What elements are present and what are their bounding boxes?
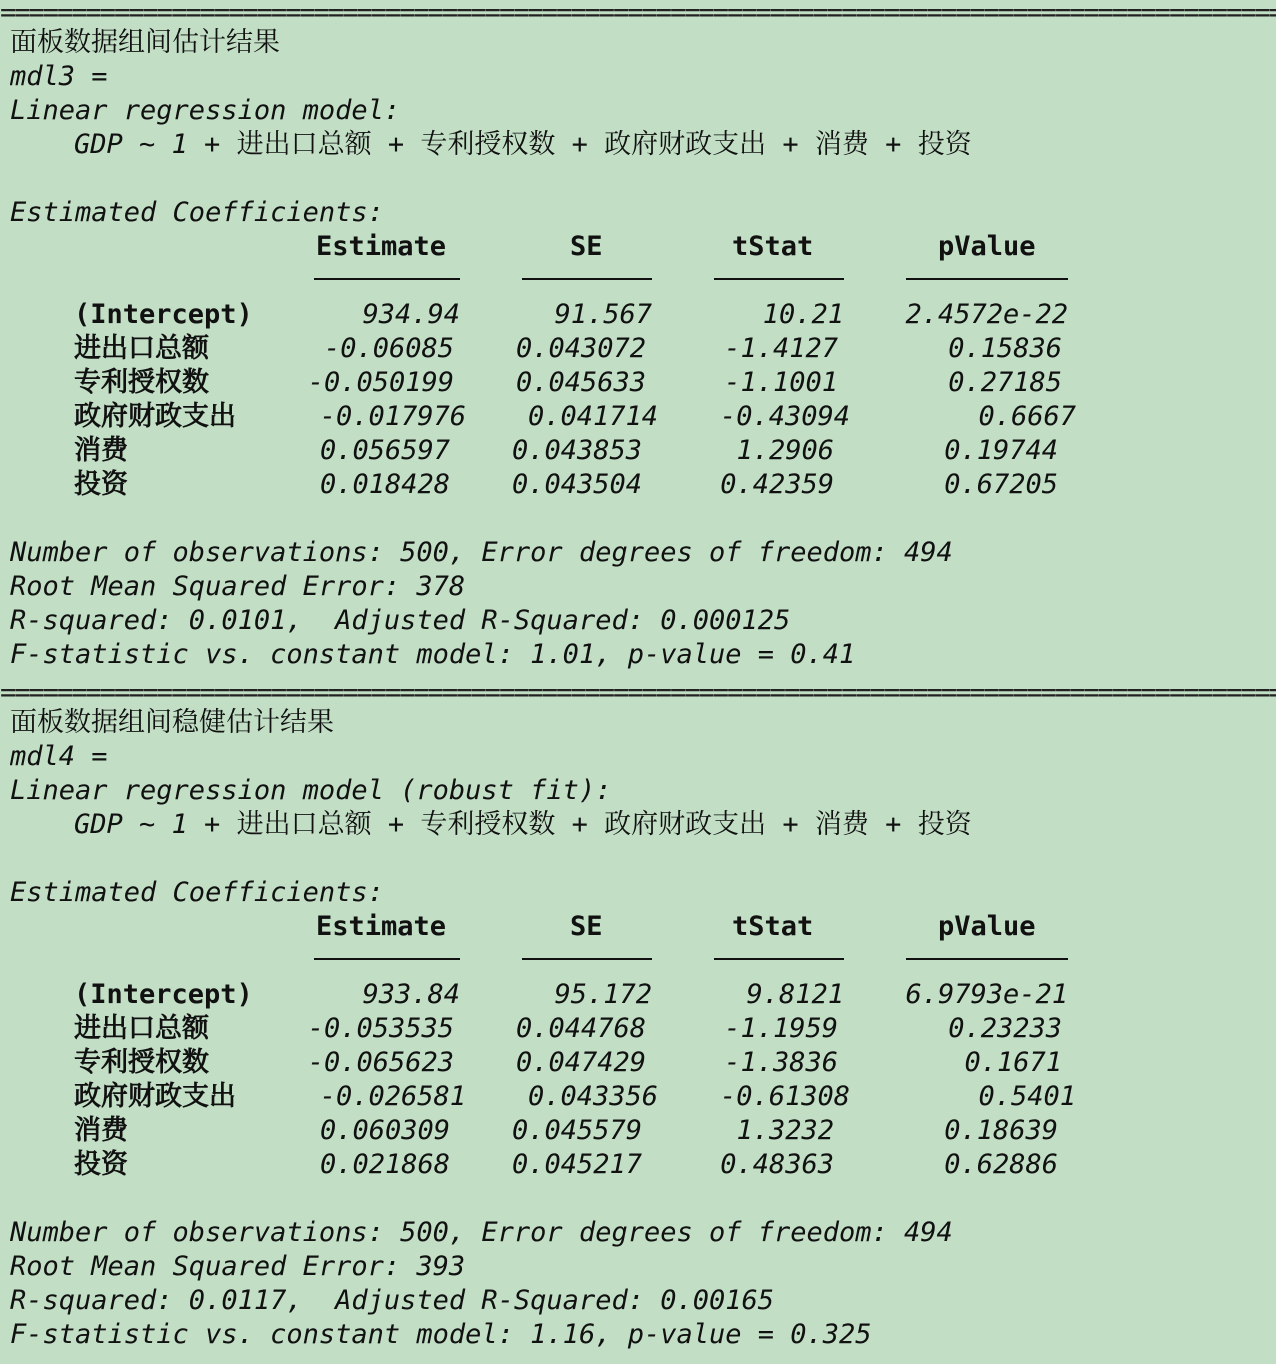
cell-estimate: -0.065623 [307, 1047, 454, 1078]
cell-pvalue: 0.62886 [944, 1149, 1058, 1180]
cell-se: 0.045633 [515, 367, 646, 398]
table-row [0, 978, 1276, 1012]
formula-term: 政府财政支出 [604, 809, 767, 840]
formula-operator: + [766, 129, 815, 160]
table-row [0, 468, 1276, 502]
column-header-tstat: tStat [732, 231, 814, 262]
formula-lhs: GDP ~ 1 [74, 129, 188, 160]
column-header-se: SE [570, 911, 603, 942]
header-underline [522, 254, 652, 280]
section-title: 面板数据组间估计结果 [10, 27, 280, 58]
cell-tstat: 10.21 [762, 299, 844, 330]
cell-tstat: -1.1001 [724, 367, 838, 398]
header-underline [314, 254, 460, 280]
table-row [0, 1046, 1276, 1080]
row-name: 专利授权数 [74, 367, 209, 398]
header-underline [906, 254, 1068, 280]
cell-se: 0.043504 [511, 469, 642, 500]
coefficients-heading: Estimated Coefficients: [10, 197, 384, 228]
column-header-pvalue: pValue [938, 231, 1036, 262]
table-row [0, 1012, 1276, 1046]
cell-se: 0.045579 [511, 1115, 642, 1146]
model-formula [74, 128, 1276, 162]
formula-term: 政府财政支出 [604, 129, 767, 160]
cell-pvalue: 0.6667 [978, 401, 1076, 432]
cell-estimate: 933.84 [362, 979, 460, 1010]
cell-estimate: -0.06085 [323, 333, 454, 364]
summary-statistic: R-squared: 0.0117, Adjusted R-Squared: 0.00165 [10, 1285, 775, 1316]
header-underline [906, 934, 1068, 960]
column-header-estimate: Estimate [316, 231, 447, 262]
table-row [0, 366, 1276, 400]
cell-estimate: -0.026581 [319, 1081, 466, 1112]
coefficients-header-rules [0, 934, 1276, 968]
cell-pvalue: 6.9793e-21 [905, 979, 1068, 1010]
model-description: Linear regression model (robust fit): [10, 775, 612, 806]
column-header-estimate: Estimate [316, 911, 447, 942]
header-underline [714, 934, 844, 960]
cell-tstat: -1.4127 [724, 333, 838, 364]
summary-statistic: R-squared: 0.0101, Adjusted R-Squared: 0.000125 [10, 605, 791, 636]
table-row [0, 1080, 1276, 1114]
cell-se: 0.043853 [511, 435, 642, 466]
cell-se: 91.567 [554, 299, 652, 330]
column-header-tstat: tStat [732, 911, 814, 942]
header-underline [522, 934, 652, 960]
formula-term: 投资 [917, 129, 972, 160]
row-name: 政府财政支出 [74, 1081, 236, 1112]
cell-pvalue: 0.5401 [978, 1081, 1076, 1112]
coefficients-header-rules [0, 254, 1276, 288]
cell-pvalue: 0.18639 [944, 1115, 1058, 1146]
header-underline [714, 254, 844, 280]
cell-tstat: 0.42359 [720, 469, 834, 500]
formula-operator: + [371, 809, 421, 840]
summary-statistic: Root Mean Squared Error: 378 [10, 571, 466, 602]
formula-term: 进出口总额 [236, 809, 372, 840]
table-row [0, 434, 1276, 468]
table-row [0, 332, 1276, 366]
table-row [0, 1148, 1276, 1182]
formula-operator: + [187, 809, 237, 840]
model-description: Linear regression model: [10, 95, 401, 126]
row-name: 进出口总额 [74, 1013, 209, 1044]
coefficients-heading: Estimated Coefficients: [10, 877, 384, 908]
cell-estimate: 934.94 [362, 299, 460, 330]
summary-statistic: F-statistic vs. constant model: 1.16, p-value = 0.325 [10, 1319, 872, 1350]
row-name: 进出口总额 [74, 333, 209, 364]
column-header-se: SE [570, 231, 603, 262]
cell-pvalue: 2.4572e-22 [905, 299, 1068, 330]
formula-term: 专利授权数 [420, 129, 556, 160]
row-name: 政府财政支出 [74, 401, 236, 432]
cell-estimate: -0.053535 [307, 1013, 454, 1044]
cell-tstat: -0.43094 [719, 401, 850, 432]
cell-se: 0.044768 [515, 1013, 646, 1044]
formula-term: 投资 [917, 809, 972, 840]
summary-statistic: Number of observations: 500, Error degrees of freedom: 494 [10, 1217, 953, 1248]
formula-term: 消费 [814, 809, 869, 840]
table-row [0, 1114, 1276, 1148]
formula-operator: + [187, 129, 237, 160]
row-name: 投资 [74, 1149, 128, 1180]
formula-term: 消费 [814, 129, 869, 160]
header-underline [314, 934, 460, 960]
cell-pvalue: 0.19744 [944, 435, 1058, 466]
cell-tstat: 0.48363 [720, 1149, 834, 1180]
cell-tstat: 1.3232 [736, 1115, 834, 1146]
model-variable: mdl4 = [10, 741, 108, 772]
row-name: (Intercept) [74, 299, 253, 330]
summary-statistic: Number of observations: 500, Error degrees of freedom: 494 [10, 537, 953, 568]
cell-tstat: -1.1959 [724, 1013, 838, 1044]
model-variable: mdl3 = [10, 61, 108, 92]
cell-tstat: 1.2906 [736, 435, 834, 466]
cell-tstat: -0.61308 [719, 1081, 850, 1112]
formula-lhs: GDP ~ 1 [74, 809, 188, 840]
summary-statistic: Root Mean Squared Error: 393 [10, 1251, 466, 1282]
cell-estimate: -0.017976 [319, 401, 466, 432]
cell-estimate: 0.018428 [319, 469, 450, 500]
model-formula [74, 808, 1276, 842]
formula-operator: + [555, 129, 605, 160]
section-title: 面板数据组间稳健估计结果 [10, 707, 334, 738]
cell-estimate: 0.060309 [319, 1115, 450, 1146]
cell-tstat: 9.8121 [746, 979, 844, 1010]
cell-se: 0.043356 [527, 1081, 658, 1112]
cell-pvalue: 0.27185 [948, 367, 1062, 398]
cell-tstat: -1.3836 [724, 1047, 838, 1078]
formula-operator: + [868, 809, 918, 840]
separator-line [0, 676, 1276, 710]
cell-se: 0.041714 [527, 401, 658, 432]
formula-operator: + [766, 809, 815, 840]
row-name: (Intercept) [74, 979, 253, 1010]
cell-se: 0.045217 [511, 1149, 642, 1180]
row-name: 消费 [74, 1115, 128, 1146]
column-header-pvalue: pValue [938, 911, 1036, 942]
formula-term: 专利授权数 [420, 809, 556, 840]
cell-se: 95.172 [554, 979, 652, 1010]
table-row [0, 298, 1276, 332]
cell-pvalue: 0.67205 [944, 469, 1058, 500]
table-row [0, 400, 1276, 434]
cell-pvalue: 0.1671 [964, 1047, 1062, 1078]
row-name: 消费 [74, 435, 128, 466]
formula-operator: + [371, 129, 421, 160]
cell-estimate: 0.056597 [319, 435, 450, 466]
cell-se: 0.047429 [515, 1047, 646, 1078]
cell-estimate: -0.050199 [307, 367, 454, 398]
formula-term: 进出口总额 [236, 129, 372, 160]
row-name: 投资 [74, 469, 128, 500]
formula-operator: + [868, 129, 918, 160]
cell-pvalue: 0.15836 [948, 333, 1062, 364]
formula-operator: + [555, 809, 605, 840]
cell-pvalue: 0.23233 [948, 1013, 1062, 1044]
cell-se: 0.043072 [515, 333, 646, 364]
row-name: 专利授权数 [74, 1047, 209, 1078]
summary-statistic: F-statistic vs. constant model: 1.01, p-value = 0.41 [10, 639, 856, 670]
cell-estimate: 0.021868 [319, 1149, 450, 1180]
